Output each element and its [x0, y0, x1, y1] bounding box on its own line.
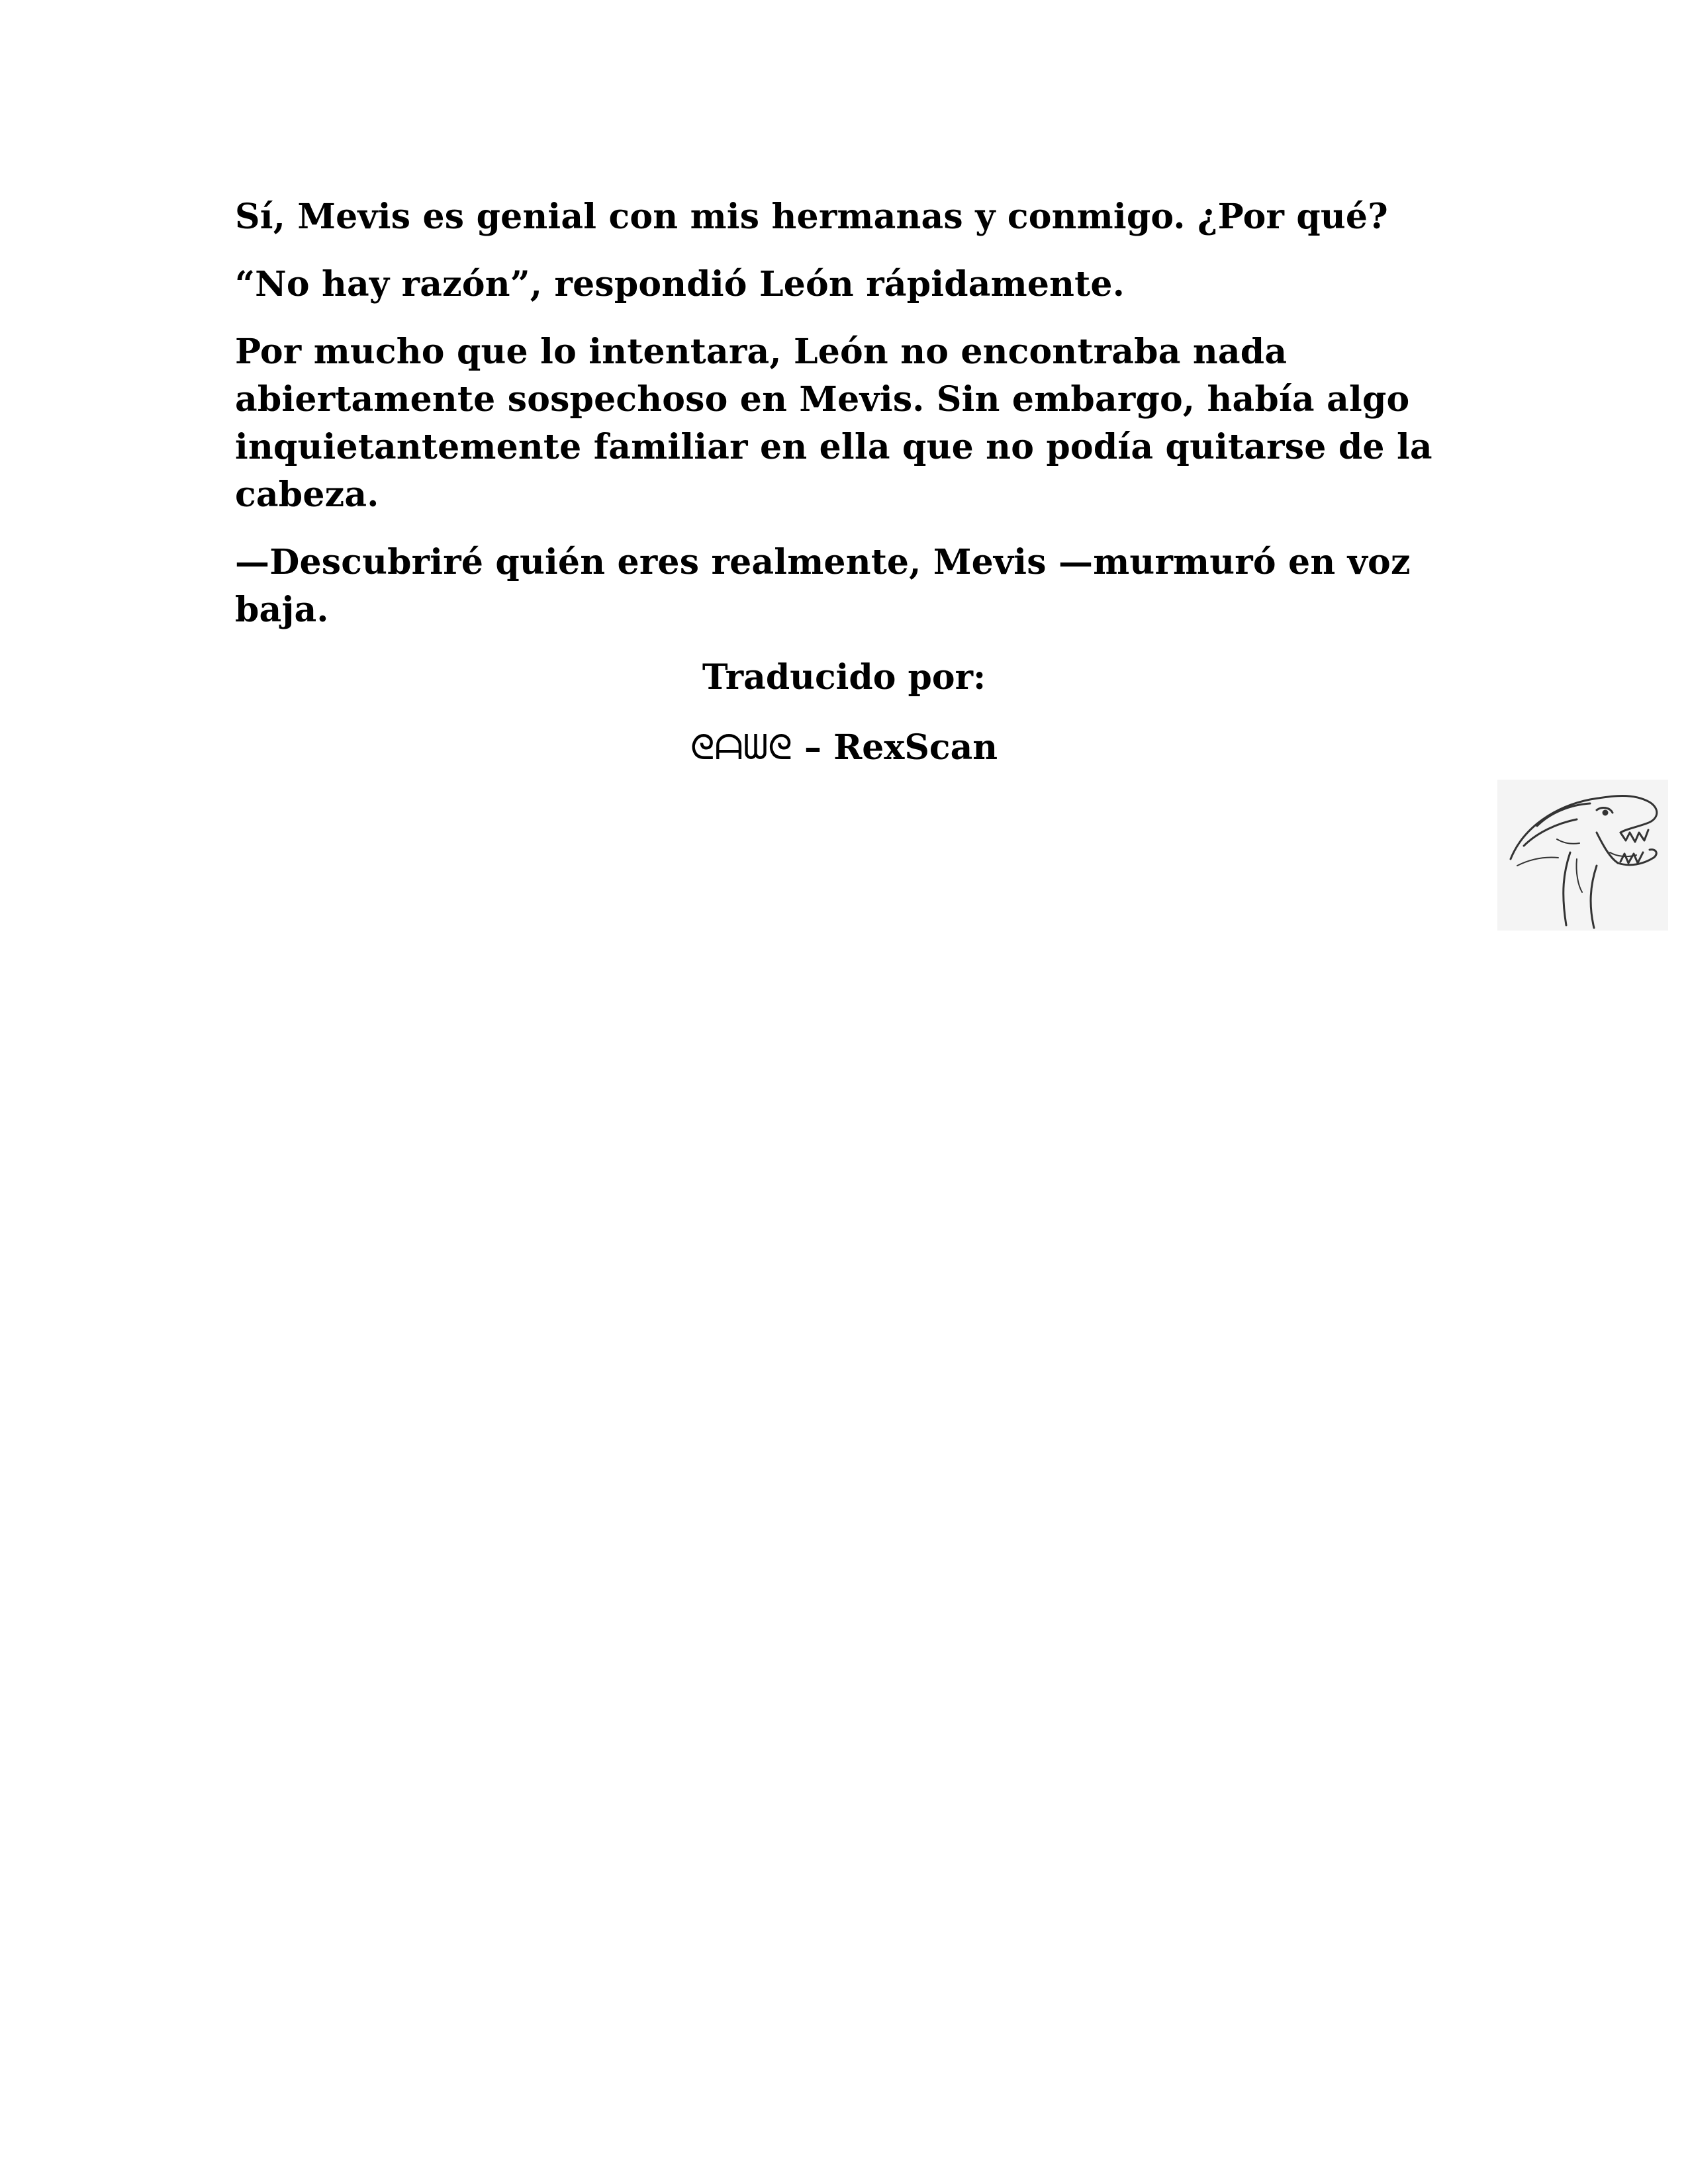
paragraph-1: Sí, Mevis es genial con mis hermanas y conmigo. ¿Por qué?	[235, 197, 1388, 237]
group-name: RexScan	[833, 727, 998, 768]
translator-name: ᘓᗩᗯᘓ	[690, 728, 792, 768]
credits-line	[235, 724, 1453, 772]
dinosaur-head-icon	[1497, 780, 1668, 931]
paragraph-3: Por mucho que lo intentara, León no encontraba nada abiertamente sospechoso en Mevis. Sin embargo, había algo inquietantemente familiar en ella que no podía quitarse de la cabeza.	[235, 332, 1432, 515]
paragraph-4: —Descubriré quién eres realmente, Mevis —murmuró en voz baja.	[235, 542, 1411, 630]
document-body	[235, 193, 1479, 794]
credits-separator: –	[792, 727, 834, 768]
credits-heading: Traducido por:	[702, 657, 986, 698]
paragraph-2: “No hay razón”, respondió León rápidamente.	[235, 264, 1125, 304]
